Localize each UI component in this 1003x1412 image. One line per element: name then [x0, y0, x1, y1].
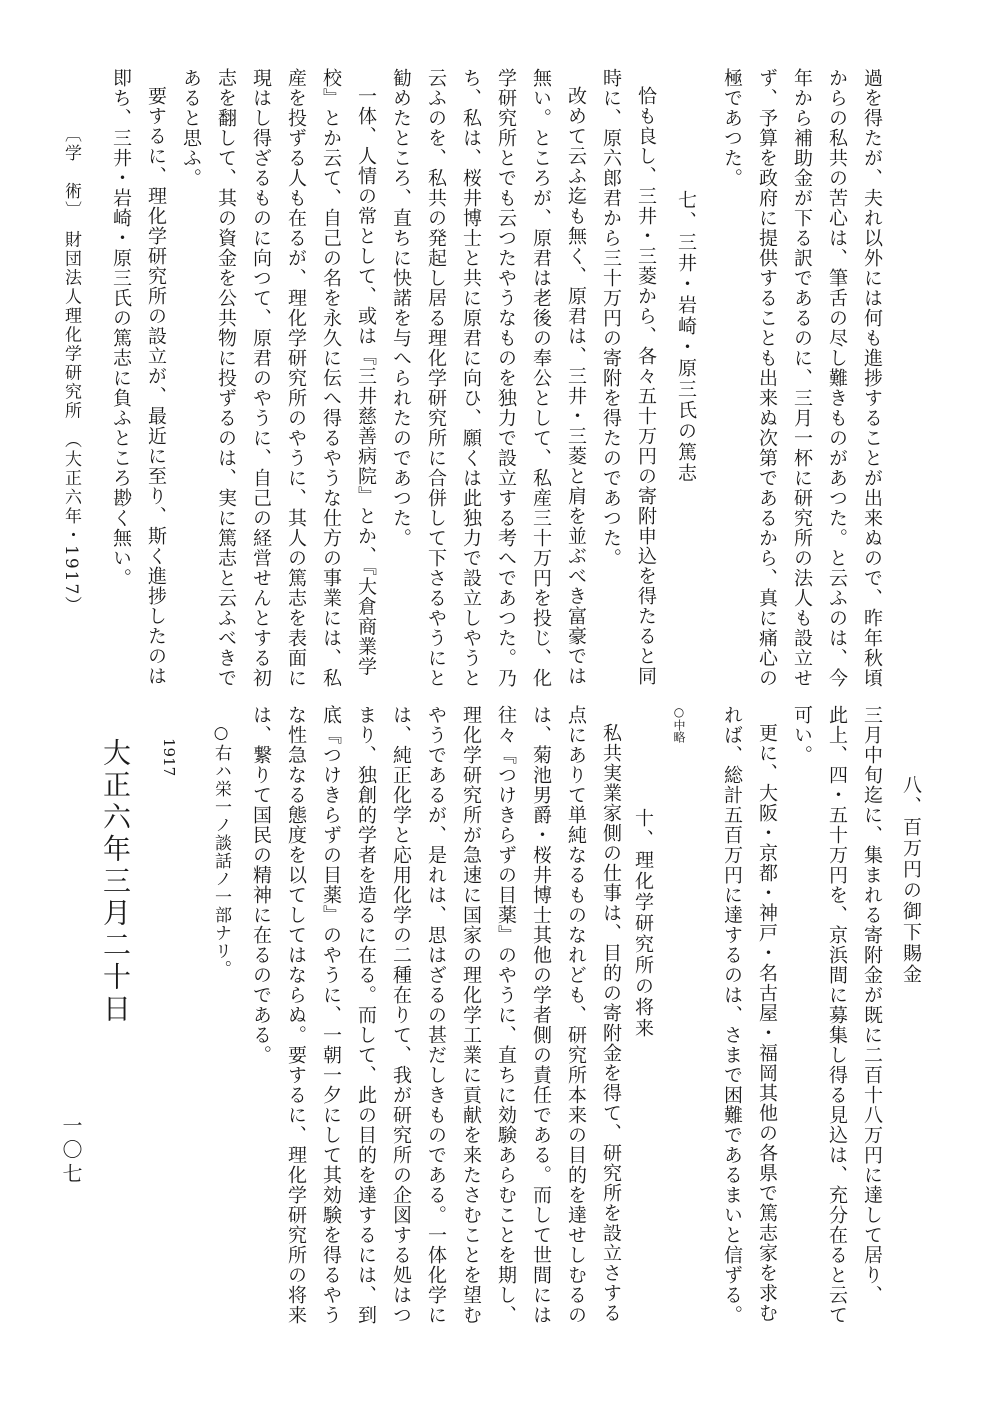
document-date: 大正六年三月二十日 — [99, 738, 132, 1026]
upper-line-4: ず、予算を政府に提供することも出来ぬ次第であるから、真に痛心の — [756, 68, 778, 688]
s7-line-10: 校』とか云て、自己の名を永久に伝へ得るやうな仕方の事業には、私 — [320, 68, 342, 688]
s10-line-3: は、菊池男爵・桜井博士其他の学者側の責任である。而して世間には — [530, 705, 552, 1325]
s7-line-8: 勧めたところ、直ちに快諾を与へられたのであつた。 — [390, 68, 412, 548]
s8-line-5: れば、総計五百万円に達するのは、さまで困難であるまいと信ずる。 — [721, 705, 743, 1325]
s10-line-5: 理化学研究所が急速に国家の理化学工業に貢献を来たさむことを望む — [460, 705, 482, 1325]
s7-line-6: ち、私は、桜井博士と共に原君に向ひ、願くは此独力で設立しやうと — [460, 68, 482, 688]
section-8-title: 八、百万円の御下賜金 — [900, 775, 922, 985]
s7-line-9: 一体、人情の常として、或は『三井慈善病院』とか、『大倉商業学 — [355, 86, 377, 677]
s10-line-8: まり、独創的学者を造るに在る。而して、此の目的を達するには、到 — [355, 705, 377, 1325]
s7-line-13: 志を翻して、其の資金を公共物に投ずるのは、実に篤志と云ふべきで — [215, 68, 237, 688]
s7-line-14: あると思ふ。 — [180, 68, 202, 188]
s7-line-3: 改めて云ふ迄も無く、原君は、三井・三菱と肩を並ぶべき富豪では — [565, 86, 587, 686]
s10-line-2: 点にありて単純なるものなれども、研究所本来の目的を達せしむるの — [565, 705, 587, 1325]
s7-line-1: 恰も良し、三井・三菱から、各々五十万円の寄附申込を得たると同 — [635, 86, 657, 686]
omission-note: ○中略 — [672, 705, 686, 743]
s7-line-5: 学研究所とでも云つたやうなものを独力で設立する考へであつた。乃 — [495, 68, 517, 688]
s7-line-16: 即ち、三井・岩崎・原三氏の篤志に負ふところ尠く無い。 — [110, 68, 132, 588]
s10-line-6: やうであるが、是れは、思はざるの甚だしきものである。一体化学に — [425, 705, 447, 1325]
section-10-title: 十、理化学研究所の将来 — [632, 808, 654, 1039]
s7-line-7: 云ふのを、私共の発起し居る理化学研究所に合併して下さるやうにと — [425, 68, 447, 688]
source-note: ○右ハ栄一ノ談話ノ一部ナリ。 — [211, 723, 231, 978]
s7-line-11: 産を投ずる人も在るが、理化学研究所のやうに、其人の篤志を表面に — [285, 68, 307, 688]
upper-line-3: 年から補助金が下る訳であるのに、三月一杯に研究所の法人も設立せ — [791, 68, 813, 688]
upper-line-5: 極であつた。 — [721, 68, 743, 188]
s7-line-4: 無い。ところが、原君は老後の奉公として、私産三十万円を投じ、化 — [530, 68, 552, 688]
s7-line-2: 時に、原六郎君から三十万円の寄附を得たのであつた。 — [600, 68, 622, 568]
s10-line-11: は、繋りて国民の精神に在るのである。 — [250, 705, 272, 1065]
page-number: 一〇七 — [59, 1115, 83, 1187]
date-year: 1917 — [160, 738, 178, 777]
s8-line-1: 三月中旬迄に、集まれる寄附金が既に二百十八万円に達して居り、 — [861, 705, 883, 1305]
s8-line-2: 此上、四・五十万円を、京浜間に募集し得る見込は、充分在ると云て — [826, 705, 848, 1325]
s10-line-1: 私共実業家側の仕事は、目的の寄附金を得て、研究所を設立さする — [600, 723, 622, 1323]
s8-line-3: 可い。 — [791, 705, 813, 765]
upper-line-2: からの私共の苦心は、筆舌の尽し難きものがあつた。と云ふのは、今 — [826, 68, 848, 688]
s8-line-4: 更に、大阪・京都・神戸・名古屋・福岡其他の各県で篤志家を求む — [756, 723, 778, 1323]
s10-line-4: 往々『つけきらずの目薬』のやうに、直ちに効験あらむことを期し、 — [495, 705, 517, 1325]
running-header: 〔学 術〕 財団法人理化学研究所 （大正六年・1917） — [61, 125, 81, 616]
s7-line-12: 現はし得ざるものに向つて、原君のやうに、自己の経営せんとする初 — [250, 68, 272, 688]
section-7-title: 七、三井・岩崎・原三氏の篤志 — [675, 190, 697, 484]
upper-line-1: 過を得たが、夫れ以外には何も進捗することが出来ぬので、昨年秋頃 — [861, 68, 883, 688]
s7-line-15: 要するに、理化学研究所の設立が、最近に至り、斯く進捗したのは — [145, 86, 167, 686]
s10-line-9: 底『つけきらずの目薬』のやうに、一朝一夕にして其効験を得るやう — [320, 705, 342, 1325]
s10-line-7: は、純正化学と応用化学の二種在りて、我が研究所の企図する処はつ — [390, 705, 412, 1325]
s10-line-10: な性急なる態度を以てしてはならぬ。要するに、理化学研究所の将来 — [285, 705, 307, 1325]
